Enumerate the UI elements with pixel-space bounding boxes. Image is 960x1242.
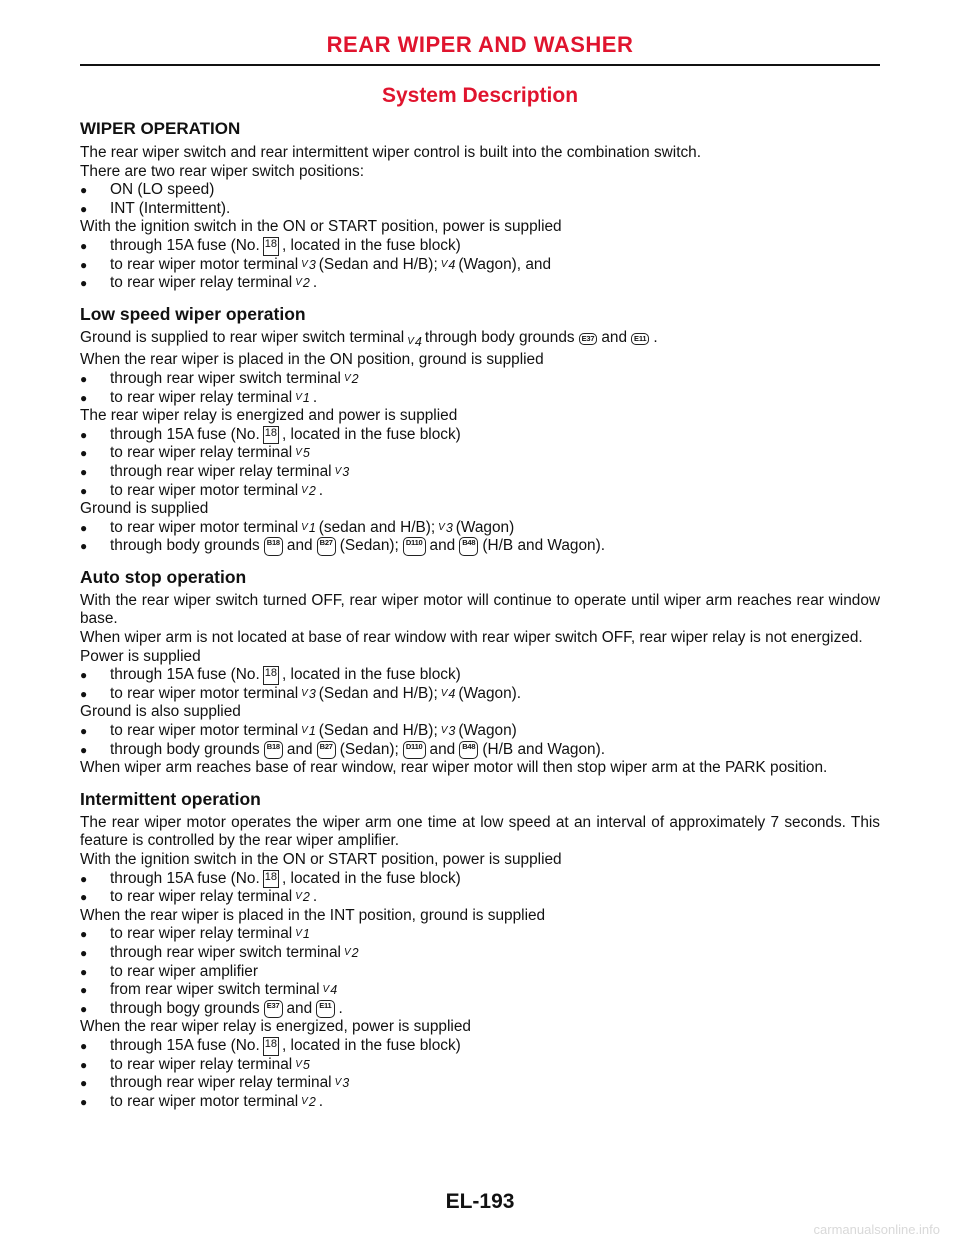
terminal-symbol: [295, 444, 310, 463]
bullet-item: [80, 274, 880, 293]
text-segment: and: [601, 328, 628, 346]
text-line: With the ignition switch in the ON or START position, power is supplied: [80, 218, 562, 236]
terminal-symbol: [301, 256, 316, 275]
text-segment: 3: [448, 724, 456, 739]
text-segment: through 15A fuse (No.: [110, 236, 260, 254]
heading-auto-stop: Auto stop operation: [80, 566, 247, 587]
page-number: EL-193: [445, 1190, 515, 1213]
bullet-item: [80, 925, 880, 944]
bullet-icon: ●: [80, 371, 88, 386]
connector-symbol: B18: [264, 537, 283, 556]
text-segment: to rear wiper relay terminal: [110, 925, 293, 943]
text-segment: , located in the fuse block): [281, 666, 461, 684]
bullet-item: [80, 666, 880, 685]
text-segment: through rear wiper switch terminal: [110, 369, 341, 387]
text-segment: 3: [308, 257, 316, 272]
bullet-item: [80, 1093, 880, 1112]
terminal-symbol: [344, 944, 359, 963]
terminal-symbol: [323, 981, 338, 1000]
bullet-item: [80, 1056, 880, 1075]
bullet-item: [80, 200, 880, 219]
text-line: The rear wiper relay is energized and power is supplied: [80, 407, 458, 425]
connector-symbol: E11: [316, 1000, 334, 1019]
bullet-icon: ●: [80, 983, 88, 998]
text-segment: V: [295, 1058, 302, 1070]
fuse-symbol: 18: [263, 870, 279, 889]
connector-symbol: B27: [317, 537, 336, 556]
text-segment: through rear wiper relay terminal: [110, 1074, 332, 1092]
text-segment: .: [312, 388, 318, 406]
terminal-symbol: [335, 463, 350, 482]
terminal-symbol: [301, 1093, 316, 1112]
text-segment: through body grounds: [110, 537, 260, 555]
bullet-item: [80, 963, 880, 982]
bullet-item: [80, 1037, 880, 1056]
text-line: Ground is also supplied: [80, 703, 241, 721]
bullet-icon: ●: [80, 201, 88, 216]
document-body: [80, 118, 880, 1111]
text-segment: 2: [351, 945, 359, 960]
text-segment: through rear wiper switch terminal: [110, 943, 341, 961]
terminal-symbol: [295, 389, 310, 408]
text-segment: V: [301, 258, 308, 270]
terminal-symbol: [407, 333, 422, 352]
text-segment: V: [343, 372, 351, 384]
text-segment: 4: [330, 983, 338, 998]
text-segment: Ground is supplied to rear wiper switch terminal: [80, 328, 405, 346]
bullet-item: [80, 519, 880, 538]
bullet-item: [80, 482, 880, 501]
terminal-symbol: [335, 1074, 350, 1093]
section-title: System Description: [381, 84, 579, 107]
terminal-symbol: [438, 519, 453, 538]
text-segment: V: [301, 484, 308, 496]
text-segment: (sedan and H/B);: [318, 518, 436, 536]
text-segment: (Wagon).: [458, 684, 522, 702]
header-title: REAR WIPER AND WASHER: [326, 32, 634, 57]
bullet-item: [80, 944, 880, 963]
text-segment: V: [301, 521, 308, 533]
text-segment: V: [295, 891, 302, 903]
connector-symbol: E11: [631, 333, 649, 345]
text-segment: .: [338, 999, 343, 1017]
text-segment: 1: [308, 724, 316, 739]
terminal-symbol: [301, 722, 316, 741]
text-segment: and: [286, 537, 313, 555]
text-segment: V: [334, 465, 342, 477]
text-segment: to rear wiper relay terminal: [110, 444, 293, 462]
text-segment: V: [301, 725, 308, 737]
bullet-icon: ●: [80, 257, 88, 272]
text-segment: .: [318, 481, 324, 499]
text-segment: 1: [308, 520, 316, 535]
text-segment: through body grounds: [424, 328, 575, 346]
bullet-item: [80, 444, 880, 463]
fuse-symbol: 18: [263, 237, 279, 256]
text-segment: to rear wiper motor terminal: [110, 684, 299, 702]
text-segment: .: [312, 274, 318, 292]
bullet-item: [80, 870, 880, 889]
text-segment: through 15A fuse (No.: [110, 425, 260, 443]
text-segment: , located in the fuse block): [281, 1036, 461, 1054]
text-segment: V: [407, 335, 414, 347]
text-segment: (Wagon): [458, 722, 517, 740]
heading-wiper-operation: WIPER OPERATION: [80, 119, 241, 138]
bullet-icon: ●: [80, 483, 88, 498]
text-segment: to rear wiper amplifier: [110, 962, 258, 980]
bullet-icon: ●: [80, 446, 88, 461]
bullet-icon: ●: [80, 964, 88, 979]
text-segment: V: [334, 1077, 342, 1089]
text-segment: 5: [302, 446, 310, 461]
text-segment: V: [440, 687, 448, 699]
bullet-icon: ●: [80, 183, 88, 198]
text-segment: .: [653, 328, 658, 346]
text-line: The rear wiper switch and rear intermittent wiper control is built into the combination switch.: [80, 144, 702, 161]
text-segment: V: [440, 258, 448, 270]
text-segment: to rear wiper motor terminal: [110, 1092, 299, 1110]
fuse-symbol: 18: [263, 1037, 279, 1056]
text-segment: (Sedan and H/B);: [318, 684, 438, 702]
text-segment: (Sedan);: [339, 740, 399, 758]
text-segment: from rear wiper switch terminal: [110, 981, 320, 999]
bullet-item: [80, 181, 880, 200]
text-segment: (H/B and Wagon).: [482, 537, 605, 555]
bullet-icon: ●: [80, 871, 88, 886]
text-segment: .: [318, 1092, 324, 1110]
text-segment: to rear wiper motor terminal: [110, 255, 299, 273]
text-segment: 3: [342, 464, 350, 479]
text-segment: to rear wiper relay terminal: [110, 888, 293, 906]
text-segment: 2: [302, 276, 310, 291]
text-segment: V: [440, 725, 448, 737]
text-segment: 3: [308, 686, 316, 701]
header-rule: [80, 64, 880, 66]
text-segment: through bogy grounds: [110, 999, 260, 1017]
text-segment: V: [295, 391, 302, 403]
text-segment: and: [286, 740, 313, 758]
bullet-item: [80, 237, 880, 256]
terminal-symbol: [441, 722, 456, 741]
fuse-symbol: 18: [263, 666, 279, 685]
text-segment: to rear wiper motor terminal: [110, 722, 299, 740]
bullet-icon: ●: [80, 724, 88, 739]
heading-low-speed: Low speed wiper operation: [80, 303, 306, 324]
text-segment: .: [312, 888, 318, 906]
text-segment: through rear wiper relay terminal: [110, 462, 332, 480]
text-line: [80, 329, 880, 352]
text-segment: V: [295, 277, 302, 289]
bullet-icon: ●: [80, 276, 88, 291]
text-line: When the rear wiper relay is energized, power is supplied: [80, 1018, 471, 1036]
text-segment: V: [322, 984, 330, 996]
bullet-item: [80, 685, 880, 704]
bullet-icon: ●: [80, 238, 88, 253]
text-segment: 2: [302, 890, 310, 905]
bullet-icon: ●: [80, 520, 88, 535]
bullet-icon: ●: [80, 1057, 88, 1072]
text-segment: (H/B and Wagon).: [482, 740, 605, 758]
text-segment: , located in the fuse block): [281, 869, 461, 887]
bullet-item: [80, 463, 880, 482]
text-line: When the rear wiper is placed in the ON position, ground is supplied: [80, 351, 544, 369]
text-segment: V: [438, 521, 445, 533]
bullet-icon: ●: [80, 1094, 88, 1109]
text-segment: and: [286, 999, 313, 1017]
bullet-icon: ●: [80, 1038, 88, 1053]
text-segment: INT (Intermittent).: [110, 199, 231, 217]
text-segment: to rear wiper relay terminal: [110, 274, 293, 292]
text-line: There are two rear wiper switch positions:: [80, 162, 364, 180]
text-segment: 4: [448, 686, 456, 701]
bullet-icon: ●: [80, 945, 88, 960]
text-segment: (Sedan and H/B);: [318, 722, 438, 740]
terminal-symbol: [301, 482, 316, 501]
text-segment: through 15A fuse (No.: [110, 869, 260, 887]
text-segment: V: [343, 946, 351, 958]
text-segment: (Sedan);: [339, 537, 399, 555]
text-segment: 5: [302, 1057, 310, 1072]
terminal-symbol: [295, 1056, 310, 1075]
connector-symbol: D110: [403, 537, 426, 556]
connector-symbol: B18: [264, 741, 283, 760]
watermark: carmanualsonline.info: [813, 1222, 940, 1237]
text-segment: V: [295, 928, 302, 940]
paragraph: When wiper arm reaches base of rear window, rear wiper motor will then stop wiper arm at the PARK position.: [80, 759, 828, 777]
text-segment: 2: [308, 483, 316, 498]
heading-intermittent: Intermittent operation: [80, 788, 261, 809]
text-segment: and: [429, 537, 456, 555]
paragraph: The rear wiper motor operates the wiper arm one time at low speed at an interval of approximately 7 seconds. This feature is controlled by the rear wiper amplifier.: [80, 813, 880, 850]
terminal-symbol: [344, 370, 359, 389]
bullet-icon: ●: [80, 742, 88, 757]
terminal-symbol: [441, 256, 456, 275]
text-segment: 3: [445, 520, 453, 535]
text-segment: V: [301, 1095, 308, 1107]
text-segment: ON (LO speed): [110, 181, 215, 199]
bullet-item: [80, 741, 880, 760]
text-segment: 1: [302, 927, 310, 942]
text-segment: 1: [302, 390, 310, 405]
paragraph: With the rear wiper switch turned OFF, rear wiper motor will continue to operate until wiper arm reaches rear window base.: [80, 591, 880, 628]
text-segment: through 15A fuse (No.: [110, 1036, 260, 1054]
bullet-icon: ●: [80, 390, 88, 405]
bullet-icon: ●: [80, 1001, 88, 1016]
terminal-symbol: [301, 519, 316, 538]
bullet-icon: ●: [80, 890, 88, 905]
text-segment: through body grounds: [110, 740, 260, 758]
bullet-item: [80, 1000, 880, 1019]
text-line: With the ignition switch in the ON or START position, power is supplied: [80, 851, 562, 868]
connector-symbol: B48: [459, 537, 478, 556]
connector-symbol: E37: [264, 1000, 283, 1019]
bullet-icon: ●: [80, 686, 88, 701]
text-segment: 2: [351, 371, 359, 386]
text-segment: , located in the fuse block): [281, 425, 461, 443]
text-line: Power is supplied: [80, 647, 201, 665]
terminal-symbol: [295, 925, 310, 944]
text-segment: 3: [342, 1076, 350, 1091]
text-segment: to rear wiper relay terminal: [110, 388, 293, 406]
paragraph: When wiper arm is not located at base of rear window with rear wiper switch OFF, rear wiper relay is not energized.: [80, 629, 863, 647]
terminal-symbol: [295, 274, 310, 293]
bullet-item: [80, 981, 880, 1000]
text-segment: 4: [414, 334, 422, 349]
text-segment: 4: [448, 257, 456, 272]
bullet-item: [80, 256, 880, 275]
connector-symbol: B27: [317, 741, 336, 760]
terminal-symbol: [301, 685, 316, 704]
connector-symbol: E37: [579, 333, 598, 345]
bullet-item: [80, 537, 880, 556]
bullet-item: [80, 1074, 880, 1093]
bullet-icon: ●: [80, 427, 88, 442]
bullet-item: [80, 426, 880, 445]
text-line: Ground is supplied: [80, 500, 209, 518]
connector-symbol: D110: [403, 741, 426, 760]
bullet-item: [80, 370, 880, 389]
bullet-item: [80, 888, 880, 907]
fuse-symbol: 18: [263, 426, 279, 445]
page-header: [80, 26, 880, 66]
text-segment: (Wagon): [455, 518, 515, 536]
bullet-item: [80, 722, 880, 741]
text-segment: to rear wiper motor terminal: [110, 518, 299, 536]
text-line: When the rear wiper is placed in the INT position, ground is supplied: [80, 906, 546, 924]
text-segment: and: [429, 740, 456, 758]
bullet-icon: ●: [80, 668, 88, 683]
terminal-symbol: [295, 888, 310, 907]
bullet-item: [80, 389, 880, 408]
text-segment: through 15A fuse (No.: [110, 666, 260, 684]
text-segment: (Sedan and H/B);: [318, 255, 438, 273]
text-segment: 2: [308, 1094, 316, 1109]
text-segment: to rear wiper relay terminal: [110, 1055, 293, 1073]
text-segment: to rear wiper motor terminal: [110, 481, 299, 499]
connector-symbol: B48: [459, 741, 478, 760]
terminal-symbol: [441, 685, 456, 704]
bullet-icon: ●: [80, 1076, 88, 1091]
text-segment: , located in the fuse block): [281, 236, 461, 254]
bullet-icon: ●: [80, 539, 88, 554]
bullet-icon: ●: [80, 927, 88, 942]
text-segment: V: [301, 687, 308, 699]
text-segment: (Wagon), and: [458, 255, 552, 273]
text-segment: V: [295, 447, 302, 459]
bullet-icon: ●: [80, 464, 88, 479]
